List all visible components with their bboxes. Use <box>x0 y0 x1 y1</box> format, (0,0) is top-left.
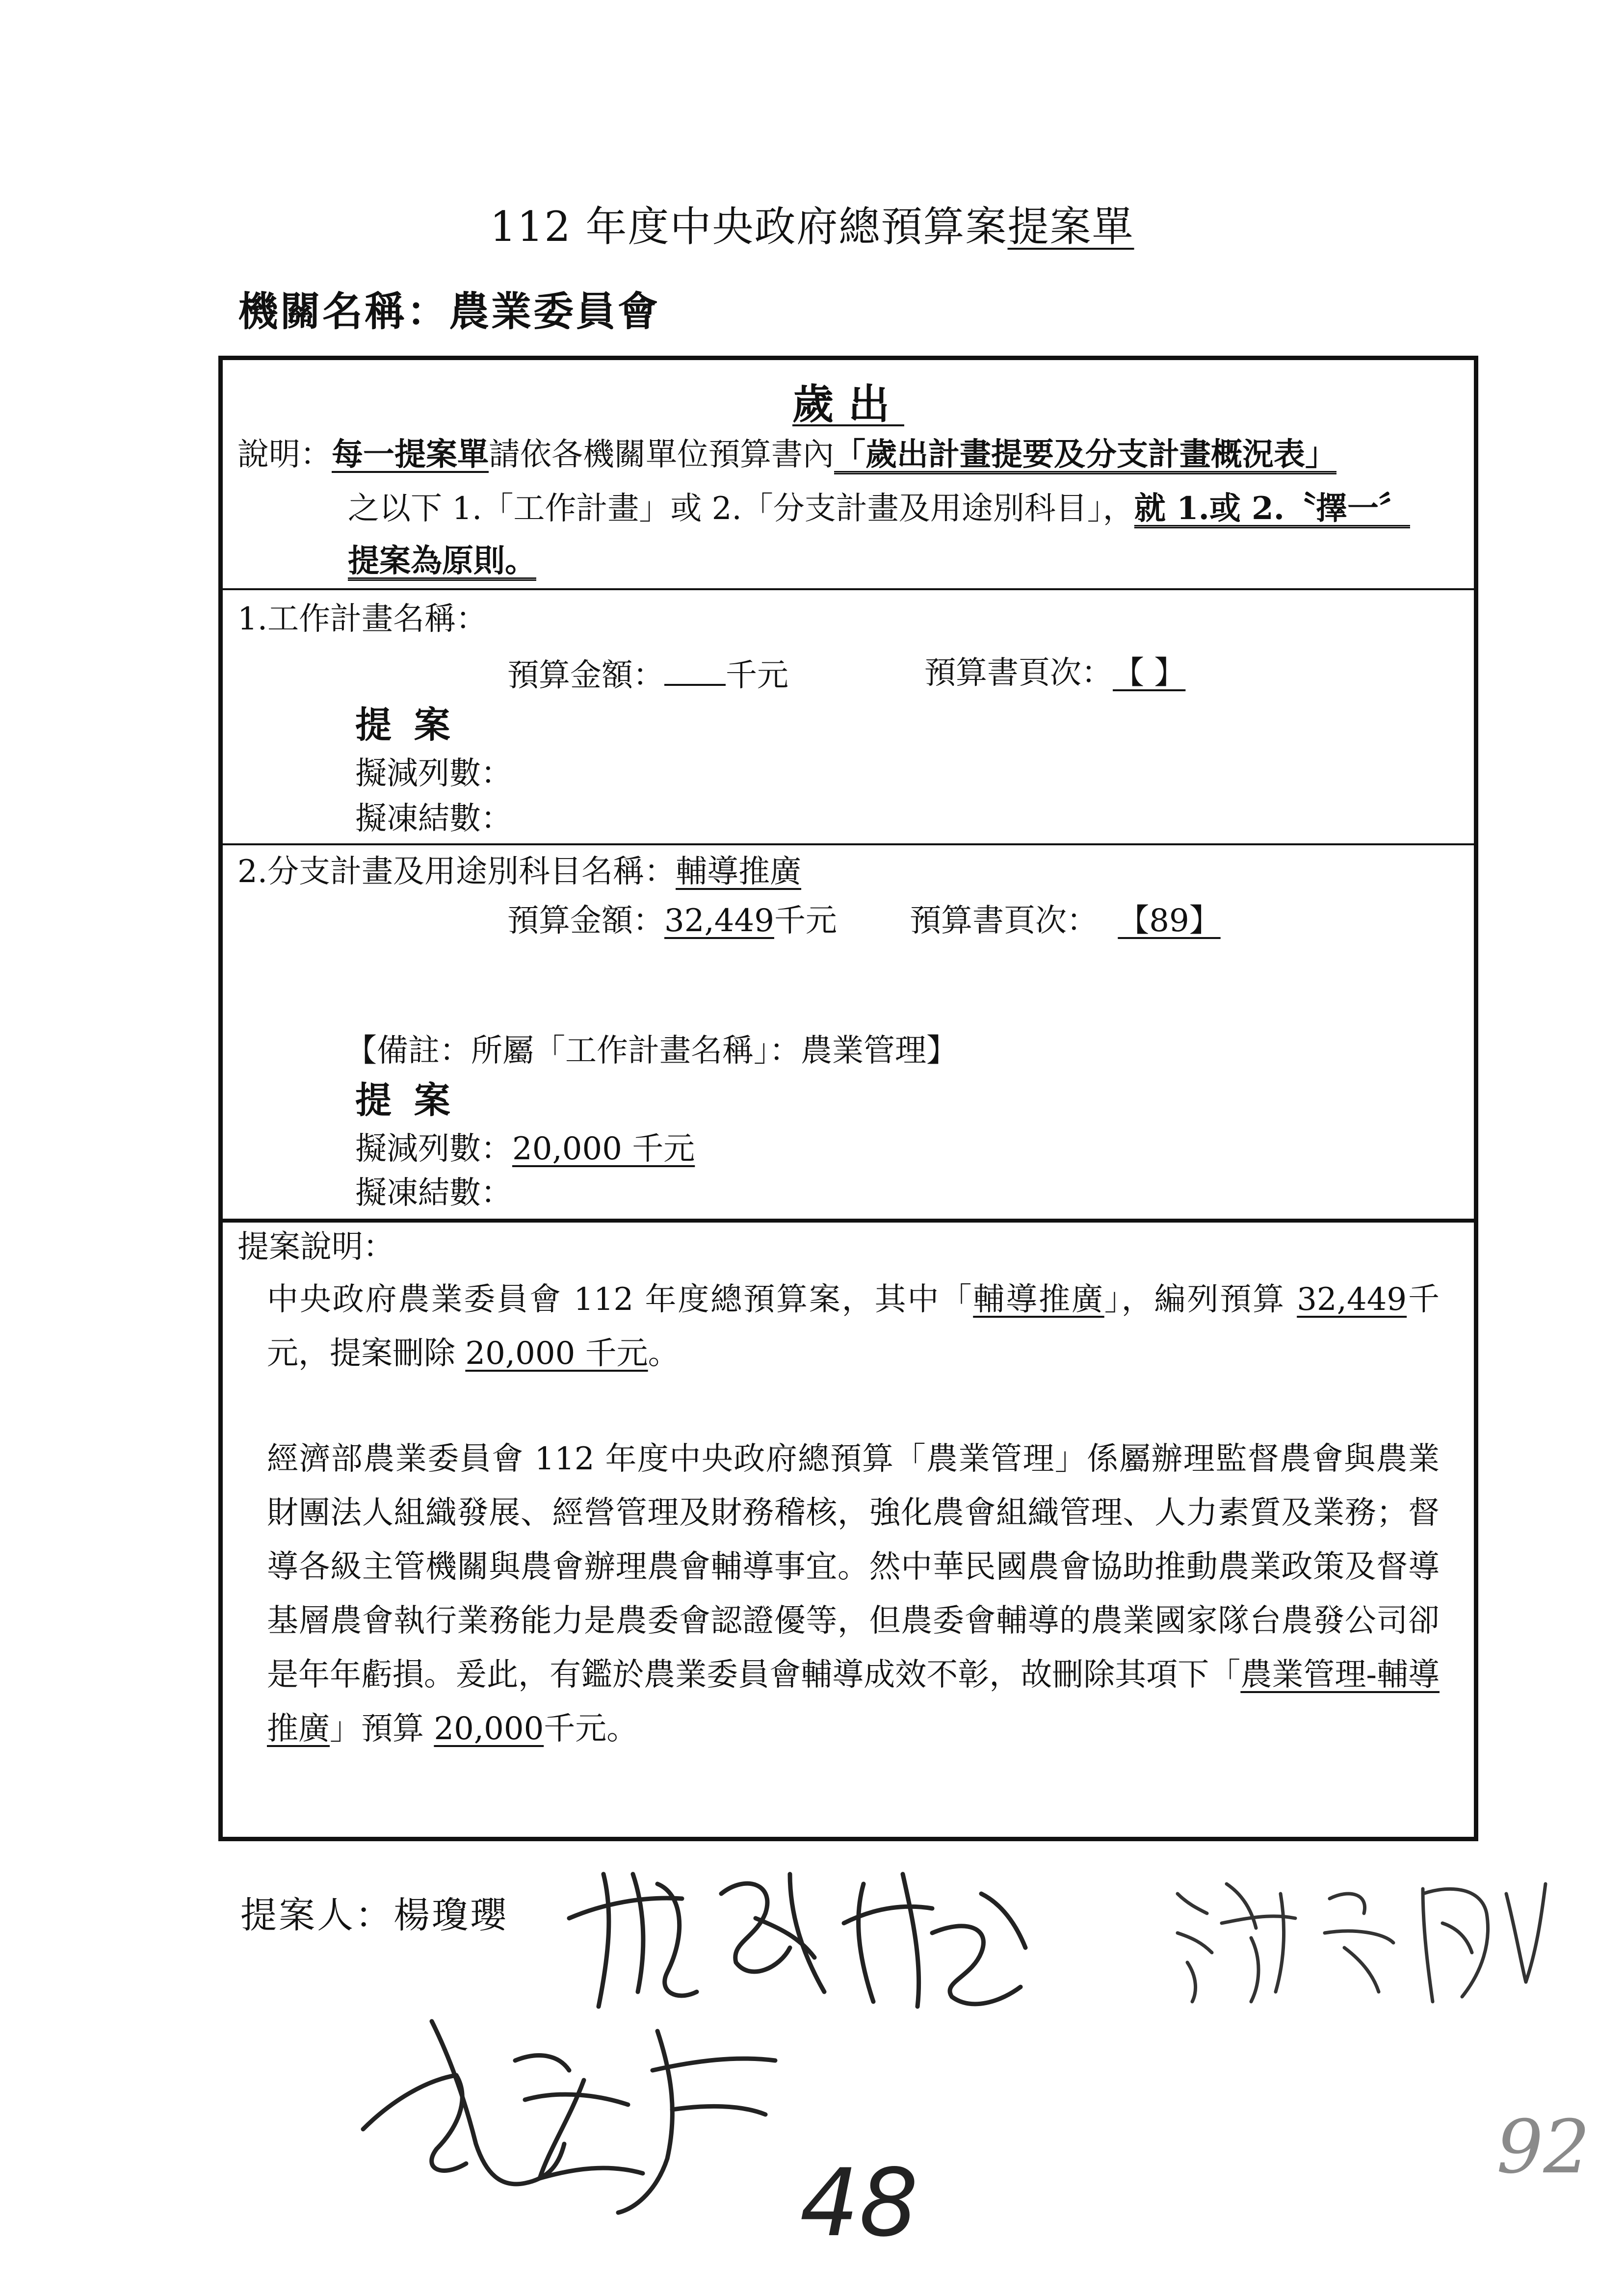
work-plan-page-label: 預算書頁次： <box>924 655 1113 691</box>
page-title <box>0 194 1624 253</box>
explanation-p2-budget: 20,000 <box>434 1711 544 1747</box>
sub-plan-budget-label: 預算金額： <box>507 903 664 939</box>
agency-name: 農業委員會 <box>449 288 660 335</box>
pencil-number: 92 <box>1496 2105 1590 2190</box>
explanation-paragraph-1 <box>267 1273 1440 1381</box>
explanation-paragraph-2 <box>267 1432 1440 1756</box>
explanation-p1-cut: 20,000 千元 <box>465 1335 648 1372</box>
sub-plan-name-label: 2.分支計畫及用途別科目名稱： <box>237 854 676 890</box>
sub-plan-reduce-line <box>355 1130 713 1168</box>
sub-plan-page-label: 預算書頁次： <box>910 903 1098 939</box>
work-plan-name-label: 1.工作計畫名稱： <box>237 601 488 637</box>
sub-plan-page-line <box>910 902 1240 940</box>
work-plan-freeze-label: 擬凍結數： <box>355 801 512 837</box>
work-plan-proposal-heading: 提 案 <box>355 704 455 746</box>
sub-plan-budget-line <box>507 902 837 940</box>
work-plan-budget-label: 預算金額： <box>507 657 664 694</box>
explanation-p2-text: 千元。 <box>544 1711 638 1747</box>
proposer-line <box>240 1886 508 1938</box>
instruction-part1: 每一提案單 <box>332 436 489 473</box>
sub-plan-page-value: 【89】 <box>1118 903 1221 939</box>
instruction-part2: 請依各機關單位預算書內 <box>489 437 834 473</box>
explanation-label: 提案說明： <box>237 1229 394 1265</box>
instruction-line-2 <box>348 490 1410 528</box>
title-prefix: 112 年度中央政府總預算案 <box>490 203 1008 251</box>
explanation-p1-text: 。 <box>648 1335 680 1372</box>
instruction-label: 說明： <box>237 437 332 473</box>
work-plan-reduce-label: 擬減列數： <box>355 756 512 792</box>
proposal-form <box>218 356 1478 1841</box>
explanation-p1-text: 中央政府農業委員會 112 年度總預算案，其中「 <box>267 1281 973 1318</box>
sub-plan-budget-value: 32,449 <box>664 903 774 939</box>
handwritten-signature-3 <box>353 2002 824 2227</box>
sub-plan-freeze-label: 擬凍結數： <box>355 1175 512 1211</box>
explanation-p2-item: 農業管理-輔導推廣 <box>267 1657 1440 1747</box>
agency-label: 機關名稱： <box>238 288 449 335</box>
instruction-line2a: 之以下 1.「工作計畫」或 2.「分支計畫及用途別科目」， <box>348 491 1134 527</box>
proposer-name: 楊瓊瓔 <box>393 1894 508 1936</box>
sub-plan-name-value: 輔導推廣 <box>676 854 802 890</box>
sub-plan-name-line <box>237 853 801 891</box>
work-plan-budget-line <box>507 654 788 695</box>
instruction-part3: 「歲出計畫提要及分支計畫概況表」 <box>834 436 1336 473</box>
explanation-p1-item: 輔導推廣 <box>973 1281 1104 1318</box>
sub-plan-reduce-label: 擬減列數： <box>355 1131 512 1167</box>
handwritten-signature-2 <box>1168 1864 1550 2011</box>
instruction-line-1 <box>237 436 1336 474</box>
divider <box>223 843 1474 845</box>
explanation-p1-text: 」，編列預算 <box>1104 1281 1297 1318</box>
handwritten-page-number: 48 <box>800 2149 918 2257</box>
divider <box>223 588 1474 590</box>
work-plan-budget-blank <box>664 654 726 686</box>
sub-plan-proposal-heading: 提 案 <box>355 1079 455 1122</box>
explanation-p1-budget: 32,449 <box>1297 1281 1407 1318</box>
work-plan-page-line <box>924 654 1240 692</box>
sub-plan-reduce-value: 20,000 千元 <box>512 1131 695 1167</box>
work-plan-page-value: 【 】 <box>1113 655 1186 691</box>
sub-plan-note: 【備註：所屬「工作計畫名稱」：農業管理】 <box>345 1033 958 1069</box>
agency-line <box>238 280 660 337</box>
section-title: 歲出 <box>792 380 904 428</box>
explanation-p1-text: 千元，提案刪除 <box>267 1281 1440 1372</box>
divider <box>223 1219 1474 1223</box>
proposer-label: 提案人： <box>240 1894 393 1936</box>
sub-plan-budget-unit: 千元 <box>774 903 837 939</box>
explanation-p2-text: 」預算 <box>330 1711 434 1747</box>
instruction-line-3: 提案為原則。 <box>348 543 536 579</box>
instruction-line2b: 就 1.或 2.〝擇一〞 <box>1134 490 1410 527</box>
work-plan-budget-unit: 千元 <box>726 657 788 694</box>
explanation-p2-text: 經濟部農業委員會 112 年度中央政府總預算「農業管理」係屬辦理監督農會與農業財團法人組織發展、經營管理及財務稽核，強化農會組織管理、人力素質及業務；督導各級主管機關與農會辦理農會輔導事宜。然中華民國農會協助推動農業政策及督導基層農會執行業務能力是農委會認證優等，但農委會輔導的農業國家隊台農發公司卻是年年虧損。爰此，有鑑於農業委員會輔導成效不彰，故刪除其項下「 <box>267 1441 1440 1693</box>
title-suffix: 提案單 <box>1007 203 1134 251</box>
